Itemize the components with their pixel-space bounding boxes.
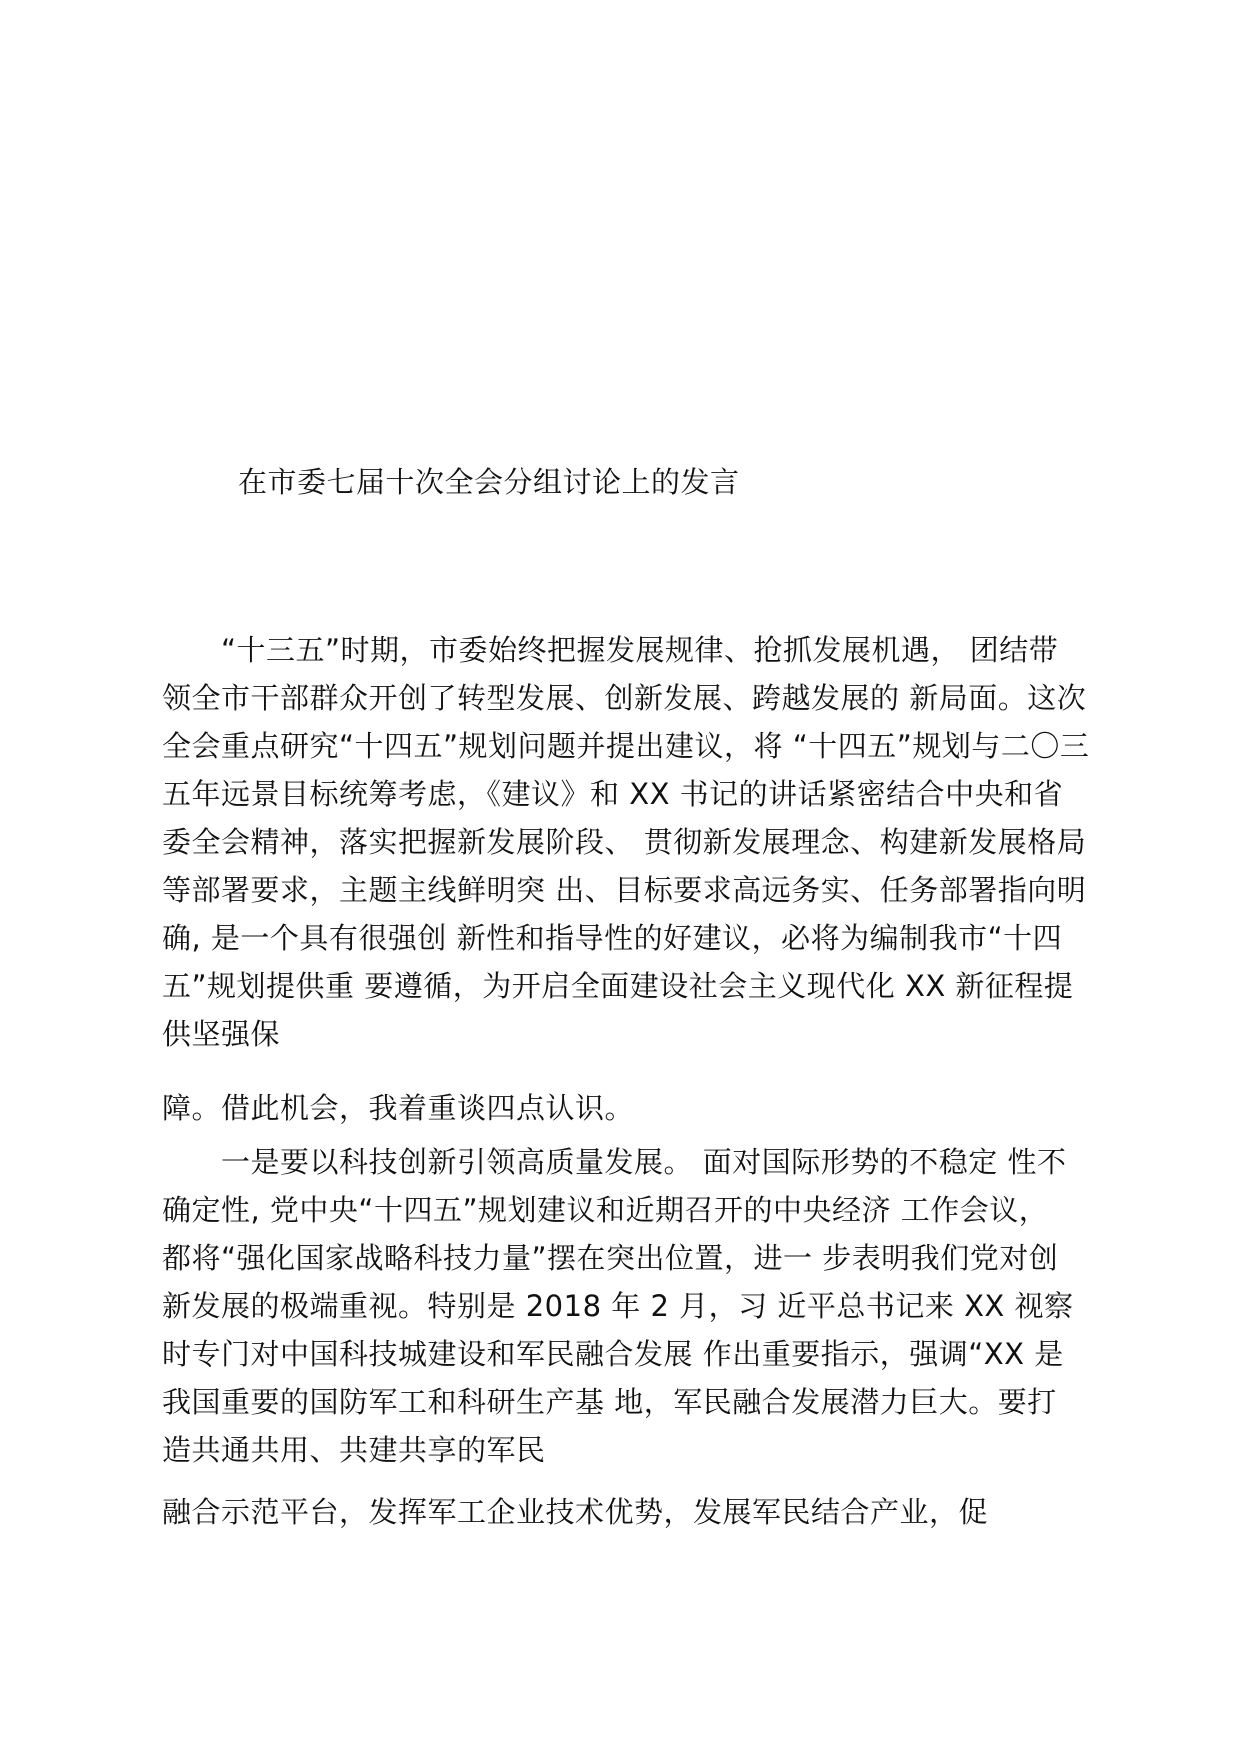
text-line: “十三五”时期，市委始终把握发展规律、抢抓发展机遇， 团结带: [162, 633, 1059, 667]
text-line: 时专门对中国科技城建设和军民融合发展 作出重要指示，强调“XX 是: [162, 1337, 1064, 1371]
paragraph-2: [162, 1084, 1122, 1132]
paragraph-4: [162, 1488, 1122, 1536]
paragraph-3: [162, 1138, 1122, 1474]
text-line: 五年远景目标统筹考虑，《建议》和 XX 书记的讲话紧密结合中央和省: [162, 777, 1064, 811]
text-line: 供坚强保: [162, 1017, 281, 1051]
text-line: 造共通共用、共建共享的军民: [162, 1433, 546, 1467]
text-line: 五”规划提供重 要遵循，为开启全面建设社会主义现代化 XX 新征程提: [162, 969, 1074, 1003]
text-line: 障。借此机会，我着重谈四点认识。: [162, 1091, 635, 1125]
text-line: 都将“强化国家战略科技力量”摆在突出位置，进一 步表明我们党对创: [162, 1241, 1059, 1275]
paragraph-1: [162, 626, 1122, 1058]
text-line: 等部署要求，主题主线鲜明突 出、目标要求高远务实、任务部署指向明: [162, 873, 1087, 907]
text-line: 全会重点研究“十四五”规划问题并提出建议，将 “十四五”规划与二〇三: [162, 729, 1090, 763]
document-title: 在市委七届十次全会分组讨论上的发言: [238, 465, 740, 499]
text-line: 融合示范平台，发挥军工企业技术优势，发展军民结合产业，促: [162, 1495, 989, 1529]
text-line: 领全市干部群众开创了转型发展、创新发展、跨越发展的 新局面。这次: [162, 681, 1087, 715]
text-line: 一是要以科技创新引领高质量发展。 面对国际形势的不稳定 性不: [162, 1145, 1067, 1179]
text-line: 委全会精神，落实把握新发展阶段、 贯彻新发展理念、构建新发展格局: [162, 825, 1087, 859]
text-line: 确定性, 党中央“十四五”规划建议和近期召开的中央经济 工作会议，: [162, 1193, 1049, 1227]
text-line: 确, 是一个具有很强创 新性和指导性的好建议，必将为编制我市“十四: [162, 921, 1063, 955]
text-line: 新发展的极端重视。特别是 2018 年 2 月，习 近平总书记来 XX 视察: [162, 1289, 1074, 1323]
text-line: 我国重要的国防军工和科研生产基 地，军民融合发展潜力巨大。要打: [162, 1385, 1057, 1419]
